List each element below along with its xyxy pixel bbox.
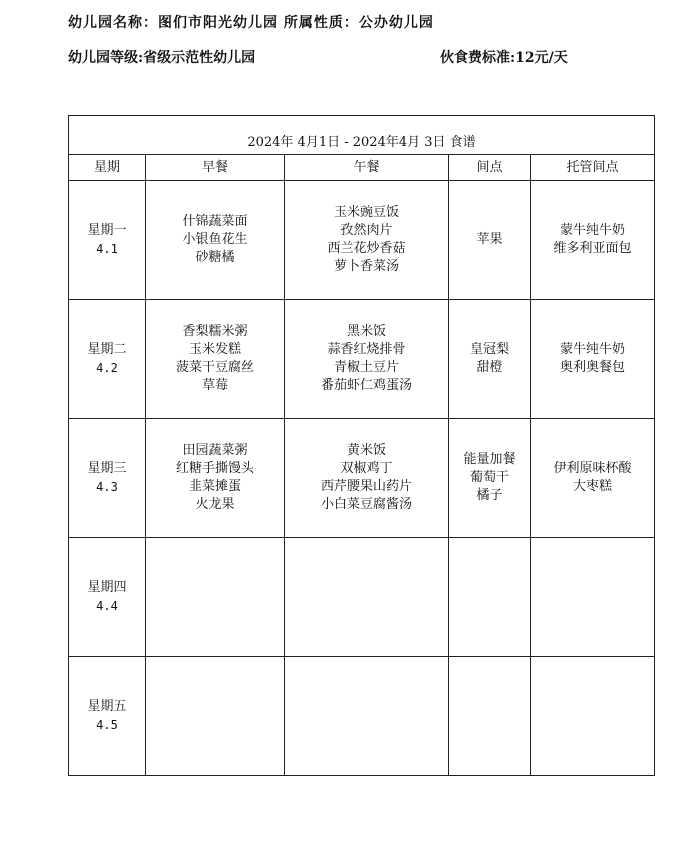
day-row: [69, 538, 655, 657]
date-label: 4.1: [96, 242, 118, 256]
meal-fee-standard: 伙食费标准:12元/天: [440, 50, 568, 66]
kindergarten-info-line: 幼儿园名称：图们市阳光幼儿园 所属性质：公办幼儿园: [68, 15, 434, 31]
menu-item: 韭菜摊蛋: [188, 479, 241, 494]
menu-item: 橘子: [476, 488, 503, 503]
breakfast-cell: [146, 181, 285, 300]
snack-cell: [449, 419, 531, 538]
menu-item: 奥利奥餐包: [560, 360, 626, 375]
col-header-breakfast: 早餐: [146, 155, 285, 181]
menu-item: 甜橙: [476, 360, 503, 375]
snack-cell: [449, 181, 531, 300]
menu-item: 玉米豌豆饭: [333, 205, 399, 220]
menu-item: 番茄虾仁鸡蛋汤: [320, 378, 412, 393]
care-snack-cell: [531, 419, 655, 538]
col-header-snack: 间点: [449, 155, 531, 181]
menu-title-row: [69, 116, 655, 155]
menu-item: 玉米发糕: [188, 342, 241, 357]
day-row: [69, 657, 655, 776]
date-label: 4.4: [96, 599, 118, 613]
care-snack-cell: [531, 657, 655, 776]
weekday-cell: [69, 657, 146, 776]
menu-item: 蒙牛纯牛奶: [560, 223, 626, 238]
care-snack-cell: [531, 538, 655, 657]
menu-item: 黑米饭: [346, 324, 386, 339]
menu-item: 红糖手撕馒头: [175, 461, 254, 476]
menu-item: 萝卜香菜汤: [333, 259, 399, 274]
menu-item: 什锦蔬菜面: [182, 214, 248, 229]
menu-item: 砂糖橘: [195, 250, 235, 265]
breakfast-cell: [146, 419, 285, 538]
menu-item: 香梨糯米粥: [182, 324, 248, 339]
kindergarten-level: 幼儿园等级:省级示范性幼儿园: [68, 50, 256, 66]
date-label: 4.3: [96, 480, 118, 494]
menu-item: 皇冠梨: [469, 342, 509, 357]
menu-item: 菠菜干豆腐丝: [175, 360, 254, 375]
snack-cell: [449, 538, 531, 657]
weekday-label: 星期三: [87, 461, 127, 476]
menu-item: 苹果: [476, 232, 503, 247]
menu-item: 蒙牛纯牛奶: [560, 342, 626, 357]
lunch-cell: [285, 538, 449, 657]
lunch-cell: [285, 181, 449, 300]
weekday-label: 星期四: [87, 580, 127, 595]
col-header-care-snack: 托管间点: [531, 155, 655, 181]
menu-item: 火龙果: [195, 497, 235, 512]
date-label: 4.2: [96, 361, 118, 375]
day-row: [69, 181, 655, 300]
day-row: [69, 300, 655, 419]
menu-item: 葡萄干: [469, 470, 509, 485]
menu-item: 田园蔬菜粥: [182, 443, 248, 458]
menu-item: 小白菜豆腐酱汤: [320, 497, 412, 512]
lunch-cell: [285, 300, 449, 419]
care-snack-cell: [531, 181, 655, 300]
snack-cell: [449, 300, 531, 419]
lunch-cell: [285, 419, 449, 538]
menu-item: 蒜香红烧排骨: [327, 342, 406, 357]
snack-cell: [449, 657, 531, 776]
menu-item: 孜然肉片: [340, 223, 393, 238]
date-label: 4.5: [96, 718, 118, 732]
weekday-cell: [69, 300, 146, 419]
menu-item: 青椒土豆片: [333, 360, 399, 375]
menu-item: 小银鱼花生: [182, 232, 248, 247]
menu-item: 伊利原味杯酸: [553, 461, 632, 476]
menu-item: 维多利亚面包: [553, 241, 632, 256]
breakfast-cell: [146, 300, 285, 419]
menu-item: 黄米饭: [346, 443, 386, 458]
menu-item: 草莓: [201, 378, 228, 393]
col-header-lunch: 午餐: [285, 155, 449, 181]
day-row: [69, 419, 655, 538]
weekday-label: 星期一: [87, 223, 127, 238]
weekday-cell: [69, 538, 146, 657]
col-header-weekday: 星期: [69, 155, 146, 181]
menu-title: 2024年 4月1日 - 2024年4月 3日 食谱: [69, 116, 655, 155]
menu-item: 西兰花炒香菇: [327, 241, 406, 256]
menu-item: 西芹腰果山药片: [320, 479, 412, 494]
weekday-cell: [69, 181, 146, 300]
menu-item: 双椒鸡丁: [340, 461, 393, 476]
weekday-cell: [69, 419, 146, 538]
care-snack-cell: [531, 300, 655, 419]
menu-item: 能量加餐: [463, 452, 516, 467]
lunch-cell: [285, 657, 449, 776]
weekday-label: 星期二: [87, 342, 127, 357]
weekday-label: 星期五: [87, 699, 127, 714]
column-header-row: [69, 155, 655, 181]
breakfast-cell: [146, 657, 285, 776]
menu-item: 大枣糕: [573, 479, 613, 494]
weekly-menu-table: [68, 115, 655, 776]
breakfast-cell: [146, 538, 285, 657]
